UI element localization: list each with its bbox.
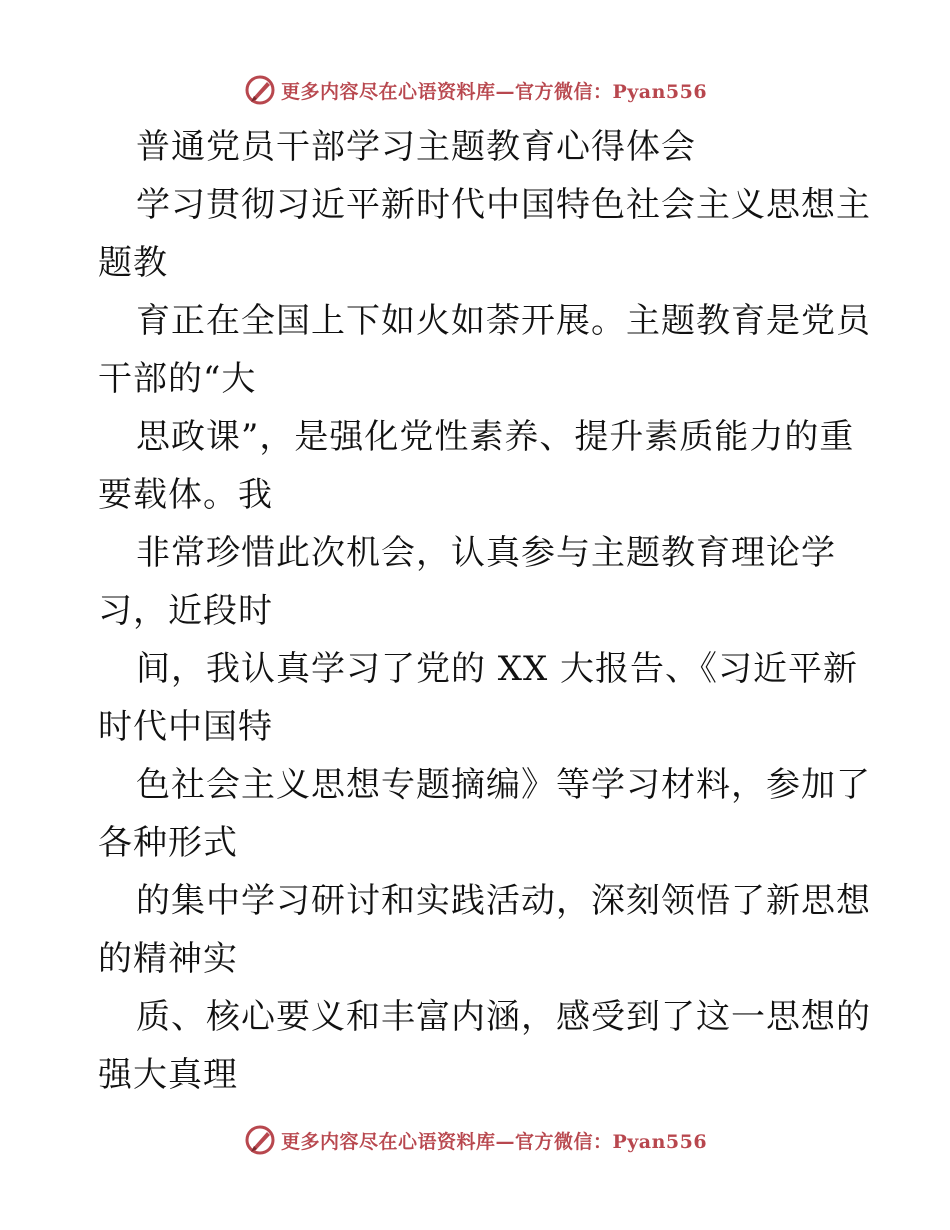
document-title: 普通党员干部学习主题教育心得体会 (136, 127, 696, 167)
paragraph-line: 质、核心要义和丰富内涵，感受到了这一思想的 (136, 997, 871, 1037)
paragraph-line: 习，近段时 (98, 591, 273, 631)
paragraph-line: 间，我认真学习了党的 XX 大报告、《习近平新 (136, 649, 859, 689)
paragraph-line: 干部的“大 (98, 359, 257, 399)
pen-seal-icon (243, 1123, 277, 1157)
paragraph-line: 思政课”，是强化党性素养、提升素质能力的重 (136, 417, 855, 457)
pen-seal-icon (243, 73, 277, 107)
paragraph-line: 育正在全国上下如火如荼开展。主题教育是党员 (136, 301, 871, 341)
paragraph-line: 色社会主义思想专题摘编》等学习材料，参加了 (136, 765, 871, 805)
watermark-text: 更多内容尽在心语资料库—官方微信：Pyan556 (280, 1130, 708, 1153)
paragraph-line: 要载体。我 (98, 475, 273, 515)
watermark-text: 更多内容尽在心语资料库—官方微信：Pyan556 (280, 80, 708, 103)
paragraph-line: 学习贯彻习近平新时代中国特色社会主义思想主 (136, 185, 871, 225)
paragraph-line: 非常珍惜此次机会，认真参与主题教育理论学 (136, 533, 836, 573)
paragraph-line: 时代中国特 (98, 707, 273, 747)
paragraph-line: 强大真理 (98, 1055, 238, 1095)
paragraph-line: 各种形式 (98, 823, 238, 863)
watermark-banner-top (0, 68, 950, 112)
paragraph-line: 题教 (98, 243, 168, 283)
paragraph-line: 的精神实 (98, 939, 238, 979)
document-body (98, 118, 871, 1104)
paragraph-line: 的集中学习研讨和实践活动，深刻领悟了新思想 (136, 881, 871, 921)
watermark-banner-bottom (0, 1118, 950, 1162)
